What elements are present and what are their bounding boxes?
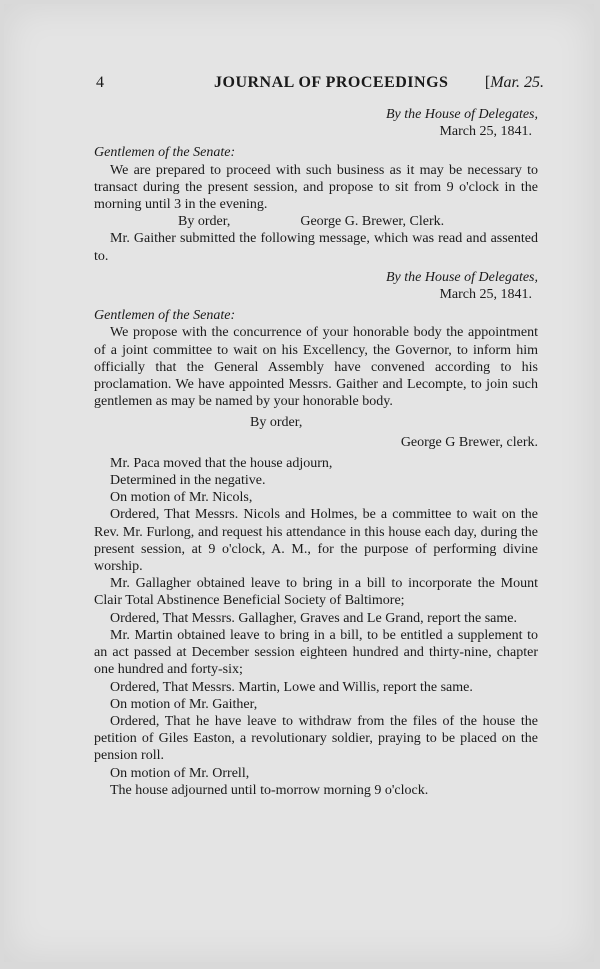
page-number: 4 xyxy=(96,74,104,91)
paragraph: Mr. Martin obtained leave to bring in a bill, to be entitled a supplement to an act passed at December session eighteen hundred and thirty-nine, chapter one hundred and forty-six; xyxy=(94,627,538,678)
salutation: Gentlemen of the Senate: xyxy=(94,308,236,324)
running-title: JOURNAL OF PROCEEDINGS xyxy=(214,74,449,91)
paragraph: Determined in the negative. xyxy=(110,473,266,489)
paragraph: On motion of Mr. Nicols, xyxy=(110,490,253,506)
paragraph: Ordered, That Messrs. Gallagher, Graves and Le Grand, report the same. xyxy=(110,610,517,626)
date-text: Mar. 25. xyxy=(490,74,544,91)
house-line: By the House of Delegates, xyxy=(385,107,538,122)
journal-page xyxy=(4,4,594,962)
paragraph: The house adjourned until to-morrow morning 9 o'clock. xyxy=(110,782,429,798)
clerk-signature: George G Brewer, clerk. xyxy=(400,434,538,450)
header-date xyxy=(485,74,544,92)
paragraph: Mr. Gallagher obtained leave to bring in a bill to incorporate the Mount Clair Total Abstinence Beneficial Society of Baltimore; xyxy=(94,576,538,609)
message-paragraph: We propose with the concurrence of your honorable body the appointment of a joint committee to wait on his Excellency, the Governor, to inform him officially that the General Assembly have convened according to his proclamation. We have appointed Messrs. Gaither and Lecompte, to join such gentlemen as may be named by your honorable body. xyxy=(94,325,538,410)
clerk-signature: George G. Brewer, Clerk. xyxy=(300,214,445,230)
paragraph: Ordered, That he have leave to withdraw from the files of the house the petition of Giles Easton, a revolutionary soldier, praying to be placed on the pension roll. xyxy=(94,713,538,764)
paragraph: Mr. Paca moved that the house adjourn, xyxy=(110,455,333,471)
page-body xyxy=(94,106,538,799)
paragraph: On motion of Mr. Orrell, xyxy=(110,765,250,781)
house-line: By the House of Delegates, xyxy=(385,269,538,285)
paragraph: Mr. Gaither submitted the following message, which was read and assented to. xyxy=(94,231,538,264)
by-order: By order, xyxy=(178,214,231,230)
salutation: Gentlemen of the Senate: xyxy=(94,145,236,161)
page-header xyxy=(92,74,542,98)
by-order: By order, xyxy=(250,415,303,431)
paragraph: On motion of Mr. Gaither, xyxy=(110,696,258,712)
message-paragraph: We are prepared to proceed with such business as it may be necessary to transact during the present session, and propose to sit from 9 o'clock in the morning until 3 in the evening. xyxy=(94,162,538,213)
date-bracket: [ xyxy=(484,74,491,91)
date-line: March 25, 1841. xyxy=(439,287,532,303)
paragraph: Ordered, That Messrs. Nicols and Holmes, be a committee to wait on the Rev. Mr. Furlong, and request his attendance in this house each day, during the present session, at 9 o'clock, A. M., for the purpose of performing divine worship. xyxy=(94,507,538,575)
date-line: March 25, 1841. xyxy=(439,124,532,140)
paragraph: Ordered, That Messrs. Martin, Lowe and Willis, report the same. xyxy=(110,679,473,695)
order-signature xyxy=(94,213,538,230)
